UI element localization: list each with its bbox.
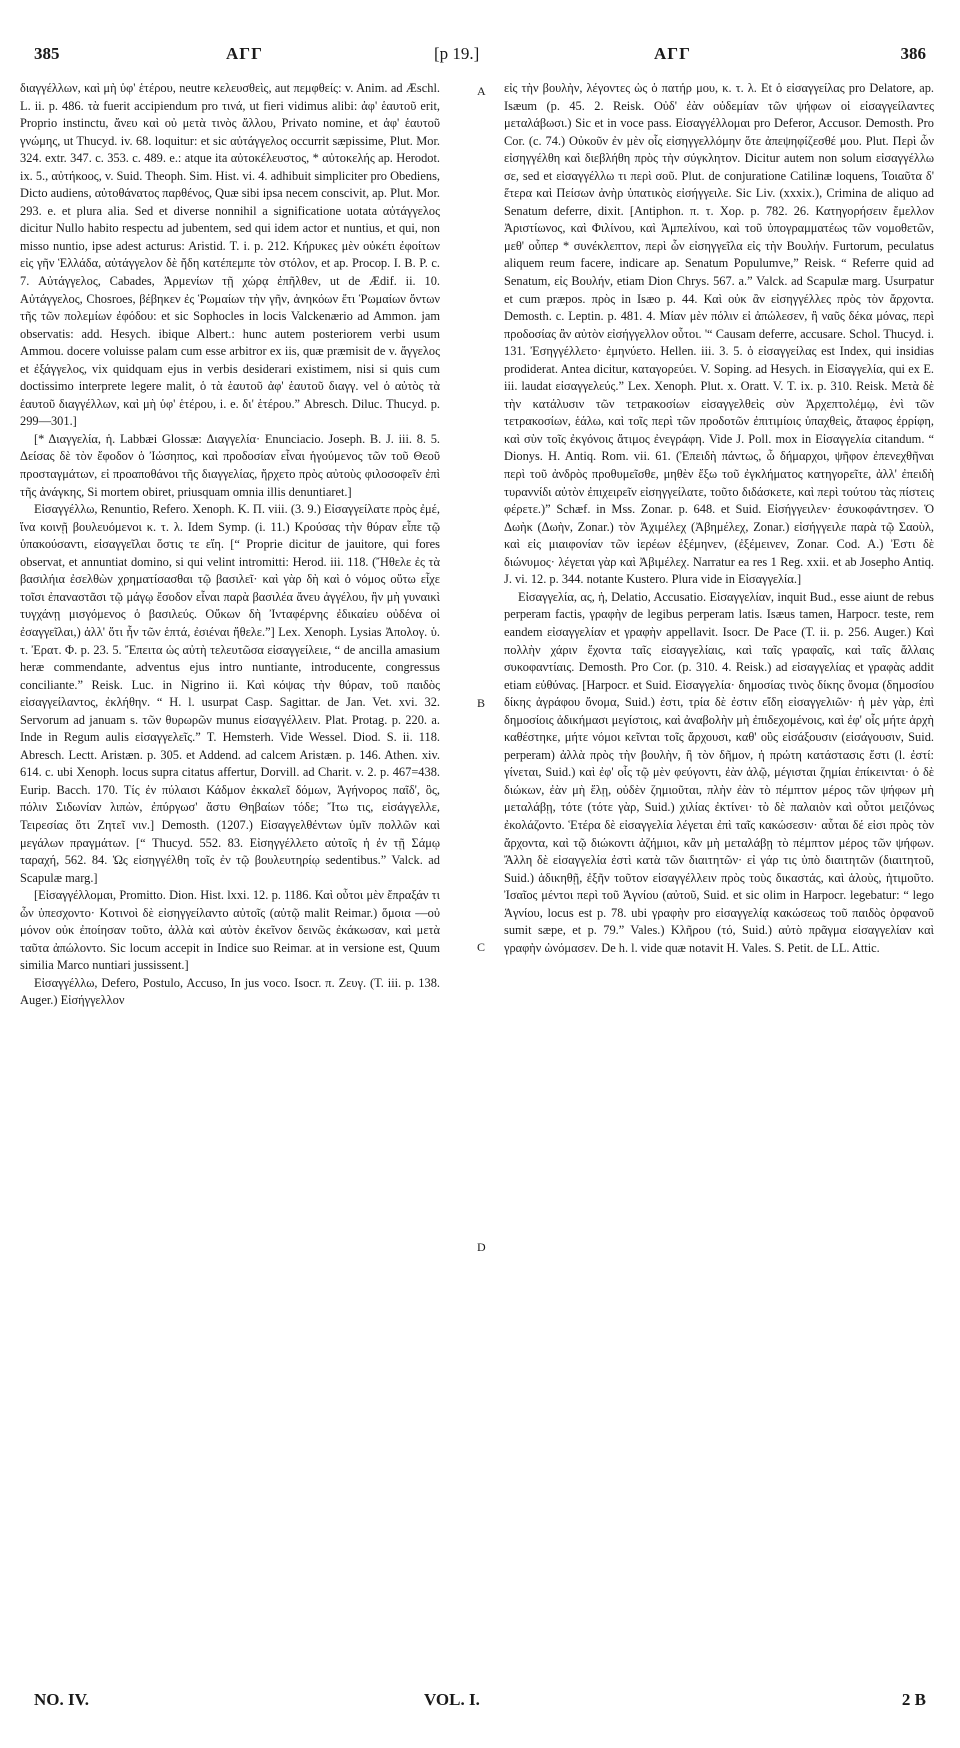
- volume-label: VOL. I.: [424, 1690, 480, 1709]
- signature-mark: NO. IV.: [34, 1690, 89, 1709]
- page-number-right: 386: [900, 44, 926, 63]
- section-letter-d: D: [477, 1240, 486, 1254]
- entry-paragraph: [* Διαγγελία, ἡ. Labbæi Glossæ: Διαγγελία· Enunciacio. Joseph. B. J. iii. 8. 5. Δείσας δὲ τὸν ἔφοδον ὁ Ἰώσηπος, καὶ προδοσίαν εἶναι ἡγούμενος τῶν τοῦ Θεοῦ προσταγμάτων, εἰ προαποθάνοι τῆς διαγγελίας, ἤρχετο πρὸς αὐτοὺς φιλοσοφεῖν ἐπὶ τῆς ἀνάγκης, Si mortem obiret, priusquam omnia illis denuntiaret.]: [20, 431, 440, 499]
- entry-paragraph: Εἰσαγγέλλω, Renuntio, Refero. Xenoph. K. Π. viii. (3. 9.) Εἰσαγγείλατε πρὸς ἐμέ, ἵνα κοινῇ βουλευόμενοι κ. τ. λ. Idem Symp. (i. 11.) Κρούσας τὴν θύραν εἶπε τῷ ὑπακούσαντι, εἰσαγγεῖλαι ὅστις τε εἴη. [“ Proprie dicitur de jauitore, qui fores observat, et annuntiat domino, si qui velint intromitti: Herod. iii. 118. (Ἤθελε ἐς τὰ βασιλήια ἐσελθὼν χρηματίσασθαι τῷ βασιλεῖ· καὶ γὰρ δὴ καὶ ὁ νόμος οὕτω εἶχε τοῖσι ἐπαναστᾶσι τῷ μάγῳ ἔσοδον εἶναι παρὰ βασιλέα ἄνευ ἀγγέλου, ἢν μὴ γυναικὶ τυγχάνῃ μισγόμενος ὁ βασιλεύς. Οὔκων δὴ Ἰνταφέρνης ἐδικαίευ οὐδένα οἱ ἐσαγγεῖλαι,) ἀλλ' ὅτι ἦν τῶν ἑπτά, ἐσιέναι ἤθελε.”] Lex. Xenoph. Lysias Ἀπολογ. ὑ. τ. Ἐρατ. Φ. p. 23. 5. Ἔπειτα ὡς αὐτὴ τελευτῶσα εἰσαγγείλειε, “ de ancilla amasium heræ commendante, adventus ejus intro nuntiante, introducente, congressus conciliante.” Reisk. Luc. in Nigrino ii. Καὶ κόψας τὴν θύραν, τοῦ παιδὸς εἰσαγγείλαντος, ἐκλήθην. “ H. l. usurpat Casp. Sagittar. de Jan. Vet. xvi. 32. Servorum ad januam s. τῶν θυρωρῶν munus εἰσαγγέλλειν. Plat. Protag. p. 220. a. Inde in Regum aulis εἰσαγγελεῖς.” T. Hemsterh. Vide Wessel. Diod. S. ii. 118. Abresch. Lectt. Aristæn. p. 305. et Addend. ad calcem Aristæn. p. 146. Athen. xiv. 614. c. ubi Xenoph. locus supra citatus affertur, Dorvill. ad Charit. v. 2. p. 467=438. Eurip. Bacch. 170. Τίς ἐν πύλαισι Κάδμον ἐκκαλεῖ δόμων, Ἀγήνορος παῖδ', ὃς, πόλιν Σιδωνίαν λιπὼν, ἐπύργωσ' ἄστυ Θηβαίων τόδε; Ἴτω τις, εἰσάγγελλε, Τειρεσίας ὅτι Ζητεῖ νιν.] Demosth. (1207.) Εἰσαγγελθέντων ὑμῖν πολλῶν καὶ μεγάλων πραγμάτων. [“ Thucyd. 552. 83. Εἰσηγγέλλετο αὐτοῖς ἡ ἐν τῇ Σάμῳ ταραχή, 562. 84. Ὡς εἰσηγγέλθη τοῖς ἐν τῷ βουλευτηρίῳ sedentibus.” Valck. ad Scapulæ marg.]: [20, 502, 440, 885]
- page-header: [34, 44, 926, 68]
- entry-paragraph: Εἰσαγγέλλω, Defero, Postulo, Accuso, In jus voco. Isocr. π. Ζευγ. (T. iii. p. 138. Auger.) Εἰσήγγελλον: [20, 975, 440, 1008]
- entry-paragraph: εἰς τὴν βουλὴν, λέγοντες ὡς ὁ πατήρ μου, κ. τ. λ. Et ὁ εἰσαγγείλας pro Delatore, ap. Isæum (p. 45. 2. Reisk. Οὐδ' ἐὰν οὐδεμίαν τῶν ψήφων οἱ εἰσαγγείλαντες μεταλάβωσι.) Sic et in voce pass. Εἰσαγγέλλομαι pro Deferor, Accusor. Demosth. Pro Cor. (c. 74.) Οὐκοῦν ἐν μὲν οἷς εἰσηγγελλόμην ὅτε ἀπεψηφίζεσθέ μου. Plut. Περὶ ὧν εἰσηγγέλθη καὶ διεβλήθη πρὸς τὴν σύγκλητον. Dicitur autem non solum εἰσαγγέλλω σε, sed et εἰσαγγέλλω τι περὶ σοῦ. Plut. de conjuratione Catilinæ loquens, Τοιαῦτα δ' ἕτερα καὶ Πείσων ἀνὴρ ὑπατικὸς εἰσήγγειλε. Sic Liv. (xxxix.), Crimina de aliquo ad Senatum deferre, dixit. [Antiphon. π. τ. Χορ. p. 782. 26. Κατηγορήσειν ἔμελλον Ἀριστίωνος, καὶ Φιλίνου, καὶ Ἀμπελίνου, καὶ τοῦ ὑπογραμματέως τῶν νομοθετῶν, μεθ' οὗπερ * συνέκλεπτον, περὶ ὧν εἰσηγγεῖλα εἰς τὴν Βουλήν. Furtorum, peculatus aliquem reum facere, indicare ap. Senatum Populumve,” Reisk. “ Referre quid ad Senatum, εἰς Βουλήν, etiam Dion Chrys. 567. a.” Valck. ad Scapulæ marg. Usurpatur et cum præpos. πρὸς in Isæo p. 44. Καὶ οὐκ ἂν εἰσηγγέλλες πρὸς τὸν ἄρχοντα. Demosth. c. Leptin. p. 481. 4. Μίαν μὲν πόλιν εἰ ἀπώλεσεν, ἢ ναῦς δέκα μόνας, περὶ προδοσίας ἂν αὐτὸν εἰσήγγελλον οὗτοι. '“ Causam deferre, accusare. Schol. Thucyd. i. 131. Ἐσηγγέλλετο· ἐμηνύετο. Hellen. iii. 3. 5. ὁ εἰσαγγείλας est Index, qui insidias prodiderat. Antea dicitur, καταγορεύει. V. Soping. ad Hesych. in Εἰσαγγελία, qui ex E. iii. laudat εἰσαγγελεύς.” Lex. Xenoph. Plut. x. Oratt. V. T. ix. p. 310. Reisk. Μετὰ δὲ τὴν κατάλυσιν τῶν τετρακοσίων εἰσαγγελθεὶς σὺν Ἀρχεπτολέμῳ, ἑνὶ τῶν τετρακοσίων, ἑάλω, καὶ τοῖς περὶ τῶν προδοτῶν ἐπιτιμίοις ὑπαχθεὶς, ἄταφος ἐρρίφη, καὶ σὺν τοῖς ἐκγόνοις ἄτιμος ἐνεγράφη. Vide J. Poll. mox in Εἰσαγγελία citandum. “ Dionys. H. Antiq. Rom. vii. 61. (Ἐπειδὴ πάντως, ὦ δήμαρχοι, ψῆφον ἐπενεχθῆναι περὶ τοῦ ἀνδρὸς προθυμεῖσθε, μηθὲν ἔξω τοῦ ἐγκλήματος κατηγορεῖτε, ἀλλ' ἐπειδὴ τυραννίδι αὐτὸν ἐπιχειρεῖν εἰσηγγείλατε, τοῦτο διδάσκετε, καὶ περὶ τούτου τὰς πίστεις φέρετε.)” Schæf. in Mss. Zonar. p. 648. et Suid. Εἰσήγγειλεν· ἐσυκοφάντησεν. Ὁ Δωὴκ (Δωὴν, Zonar.) τὸν Ἀχιμέλεχ (Ἀβημέλεχ, Zonar.) εἰσήγγειλε παρὰ τῷ Σαοὺλ, καὶ εἰς μιαιφονίαν τῶν ἱερέων ἐξέμηνεν, (ἐξέμεινεν, Zonar. Cod. A.) Ἐστι δὲ διώνυμος· λέγεται γὰρ καὶ Ἀβιμέλεχ. Narratur ea res 1 Reg. xxii. et ab Josepho Antiq. J. vi. 12. p. 344. notante Kustero. Plura vide in Εἰσαγγελία.]: [504, 81, 934, 587]
- left-column: [20, 80, 440, 1680]
- right-column: [504, 80, 934, 1680]
- section-letter-c: C: [477, 940, 486, 954]
- entry-paragraph: Εἰσαγγελία, ας, ἡ, Delatio, Accusatio. Εἰσαγγελίαν, inquit Bud., esse aiunt de rebus perperam factis, γραφὴν de legibus perperam latis. Isæus tamen, Harpocr. teste, rem eandem εἰσαγγελίαν et γραφὴν appellavit. Isocr. De Pace (T. ii. p. 256. Auger.) Καὶ πολλὴν χάριν ἔχοντα ταῖς εἰσαγγελίαις, καὶ ταῖς γραφαῖς, καὶ ταῖς ἄλλαις συκοφαντίαις. Demosth. Pro Cor. (p. 310. 4. Reisk.) ad εἰσαγγελίας et γραφὰς addit etiam εὐθύνας. [Harpocr. et Suid. Εἰσαγγελία· δημοσίας τινὸς δίκης ὄνομα (δημοσίου δίκης ἀγράφου ὄνομα, Suid.) ἐστι, τρία δὲ ἐστιν εἴδη εἰσαγγελιῶν· ἡ μὲν γὰρ, ἐπὶ δημοσίοις ἀδικήμασι μεγίστοις, καὶ ἀναβολὴν μὴ ἐπιδεχομένοις, καὶ ἐφ' οἷς μήτε ἀρχὴ καθέστηκε, μήτε νόμοι κεῖνται τοῖς ἄρχουσι, καθ' οὓς εἰσάξουσιν (εἰσάγουσιν, Suid. perperam) ἀλλὰ πρὸς τὴν βουλὴν, ἢ τὸν δῆμον, ἡ πρώτη κατάστασις ἔστι (l. ἐστί: γίνεται, Suid.) καὶ ἐφ' οἷς τῷ μὲν φεύγοντι, ἐὰν ἁλῷ, μέγισται ζημίαι ἐπίκεινται· ὁ δὲ διώκων, ἐὰν μὴ ἕλῃ, οὐδὲν ζημιοῦται, πλὴν ἐὰν τὸ πέμπτον μέρος τῶν ψήφων μὴ μεταλάβῃ, τότε (τότε γὰρ, Suid.) χιλίας ἐκτίνει· τὸ δὲ παλαιὸν καὶ οὗτοι μειζόνως ἐκολάζοντο. Ἑτέρα δὲ εἰσαγγελία λέγεται ἐπὶ ταῖς κακώσεσιν· αὗται δέ εἰσι πρὸς τὸν ἄρχοντα, καὶ τῷ διώκοντι ἀζήμιοι, κἂν μὴ μεταλάβῃ τὸ πέμπτον μέρος τῶν ψήφων. Ἄλλη δὲ εἰσαγγελία ἐστὶ κατὰ τῶν διαιτητῶν· εἰ γάρ τις ὑπὸ διαιτητῶν (διαιτητοῦ, Suid.) ἀδικηθῇ, ἐξῆν τοῦτον εἰσαγγέλλειν πρὸς τοὺς δικαστάς, καὶ ἁλοὺς, ἠτιμοῦτο. Ἰσαῖος μέντοι περὶ τοῦ Ἁγνίου (αὐτοῦ, Suid. et sic olim in Harpocr. legebatur: “ lego Ἁγνίου, locus est p. 78. ubi γραφὴν pro εἰσαγγελίᾳ κακώσεως τοῦ παιδὸς ὀρφανοῦ sumit sæpe, et p. 79.” Vales.) Κλῆρου (τό, Suid.) αὐτὸ πρᾶγμα εἰσαγγελίαν καὶ γραφὴν ὠνόμασεν. De h. l. vide quæ notavit H. Vales. S. Petit. de LL. Attic.: [504, 589, 934, 955]
- running-head-right: ΑΓΓ: [654, 44, 691, 63]
- page-reference: [p 19.]: [434, 44, 480, 63]
- section-letter-b: B: [477, 696, 486, 710]
- running-head-left: ΑΓΓ: [226, 44, 263, 63]
- page-footer: [34, 1690, 926, 1714]
- section-letter-a: A: [477, 84, 486, 98]
- entry-paragraph: διαγγέλλων, καὶ μὴ ὑφ' ἑτέρου, neutre κελευσθεὶς, aut πεμφθείς: v. Anim. ad Æschl. L. ii. p. 486. τὰ fuerit accipiendum pro τινά, ut fieri vidimus alibi: ἀφ' ἑαυτοῦ erit, Proprio instinctu, ἄνευ καὶ οὐ μετὰ τινὸς ἄλλου, Privato nomine, et ἀφ' ἑαυτοῦ γνώμης, ut Thucyd. iv. 68. loquitur: et sic αὐτάγγελος occurrit sæpissime, Plut. Mor. 324. extr. 347. c. 353. c. 489. e.: atque ita αὐτοκέλευστος, * αὐτοκελής ap. Herodot. ix. 5., αὐτήκοος, v. Suid. Theoph. Sim. Hist. vi. 4. adhibuit simpliciter pro Obediens, Dicto audiens, αὐτοθάνατος παρθένος, Quæ sibi ipsa necem conscivit, ap. Plut. Mor. 293. e. et plura alia. Sed et diverse nonnihil a significatione uotata αὐτάγγελος dicitur Nullo habito respectu ad jubentem, sed qui idem actor et nuntius, et qui, non misso nuntio, ipse adest acturus: Aristid. T. i. p. 212. Κήρυκες μὲν οὐκέτι ἐφοίτων εἰς γῆν Ἑλλάδα, αὐτάγγελον δὲ ἤδη κατέπεμπε τὸν στόλον, et ap. Procop. I. B. P. c. 7. Αὐτάγγελος, Cabades, Ἀρμενίων τῇ χώρᾳ ἐπῆλθεν, ut de Ædif. ii. 10. Αὐτάγγελος, Chosroes, βέβηκεν ἐς Ῥωμαίων τὴν γῆν, ἀνηκόων ἔτι Ῥωμαίων ὄντων τῆς τῶν πολεμίων ἐφόδου: et sic Sophocles in locis Valckenærio ad Ammon. jam observatis: add. Hesych. ibique Albert.: hunc autem posteriorem verbi usum Ammou. docere voluisse palam cum esse arbitror ex iis, quæ præmisit de v. ἄγγελος et ἐξάγγελος, vix quidquam ejus in verbis desiderari existimem, nisi si quis cum doctissimo interprete legere malit, ὁ τὰ ἑαυτοῦ ἀφ' ἑαυτοῦ διαγγ. vel ὁ αὐτὸς τὰ ἑαυτοῦ διαγγέλλων, καὶ μὴ ὑφ' ἑτέρου, i. e. δι' ἑτέρου.” Abresch. Diluc. Thucyd. p. 299—301.]: [20, 81, 440, 429]
- page-number-left: 385: [34, 44, 60, 63]
- gathering-mark: 2 B: [901, 1690, 926, 1709]
- entry-paragraph: [Εἰσαγγέλλομαι, Promitto. Dion. Hist. lxxi. 12. p. 1186. Καὶ οὗτοι μὲν ἔπραξάν τι ὧν ὑπεσχοντο· Κοτινοὶ δὲ εἰσηγγείλαντο αὐτοῖς (αὐτῷ malit Reimar.) ὅμοια —οὐ μόνον οὐκ ἐποίησαν τοῦτο, ἀλλὰ καὶ αὐτὸν ἐκεῖνον δεινῶς ἐκάκωσαν, καὶ μετὰ ταῦτα ἀπώλοντο. Sic locum accepit in Indice suo Reimar. at in versione est, Quum similia Marco nuntiari jussissent.]: [20, 888, 440, 973]
